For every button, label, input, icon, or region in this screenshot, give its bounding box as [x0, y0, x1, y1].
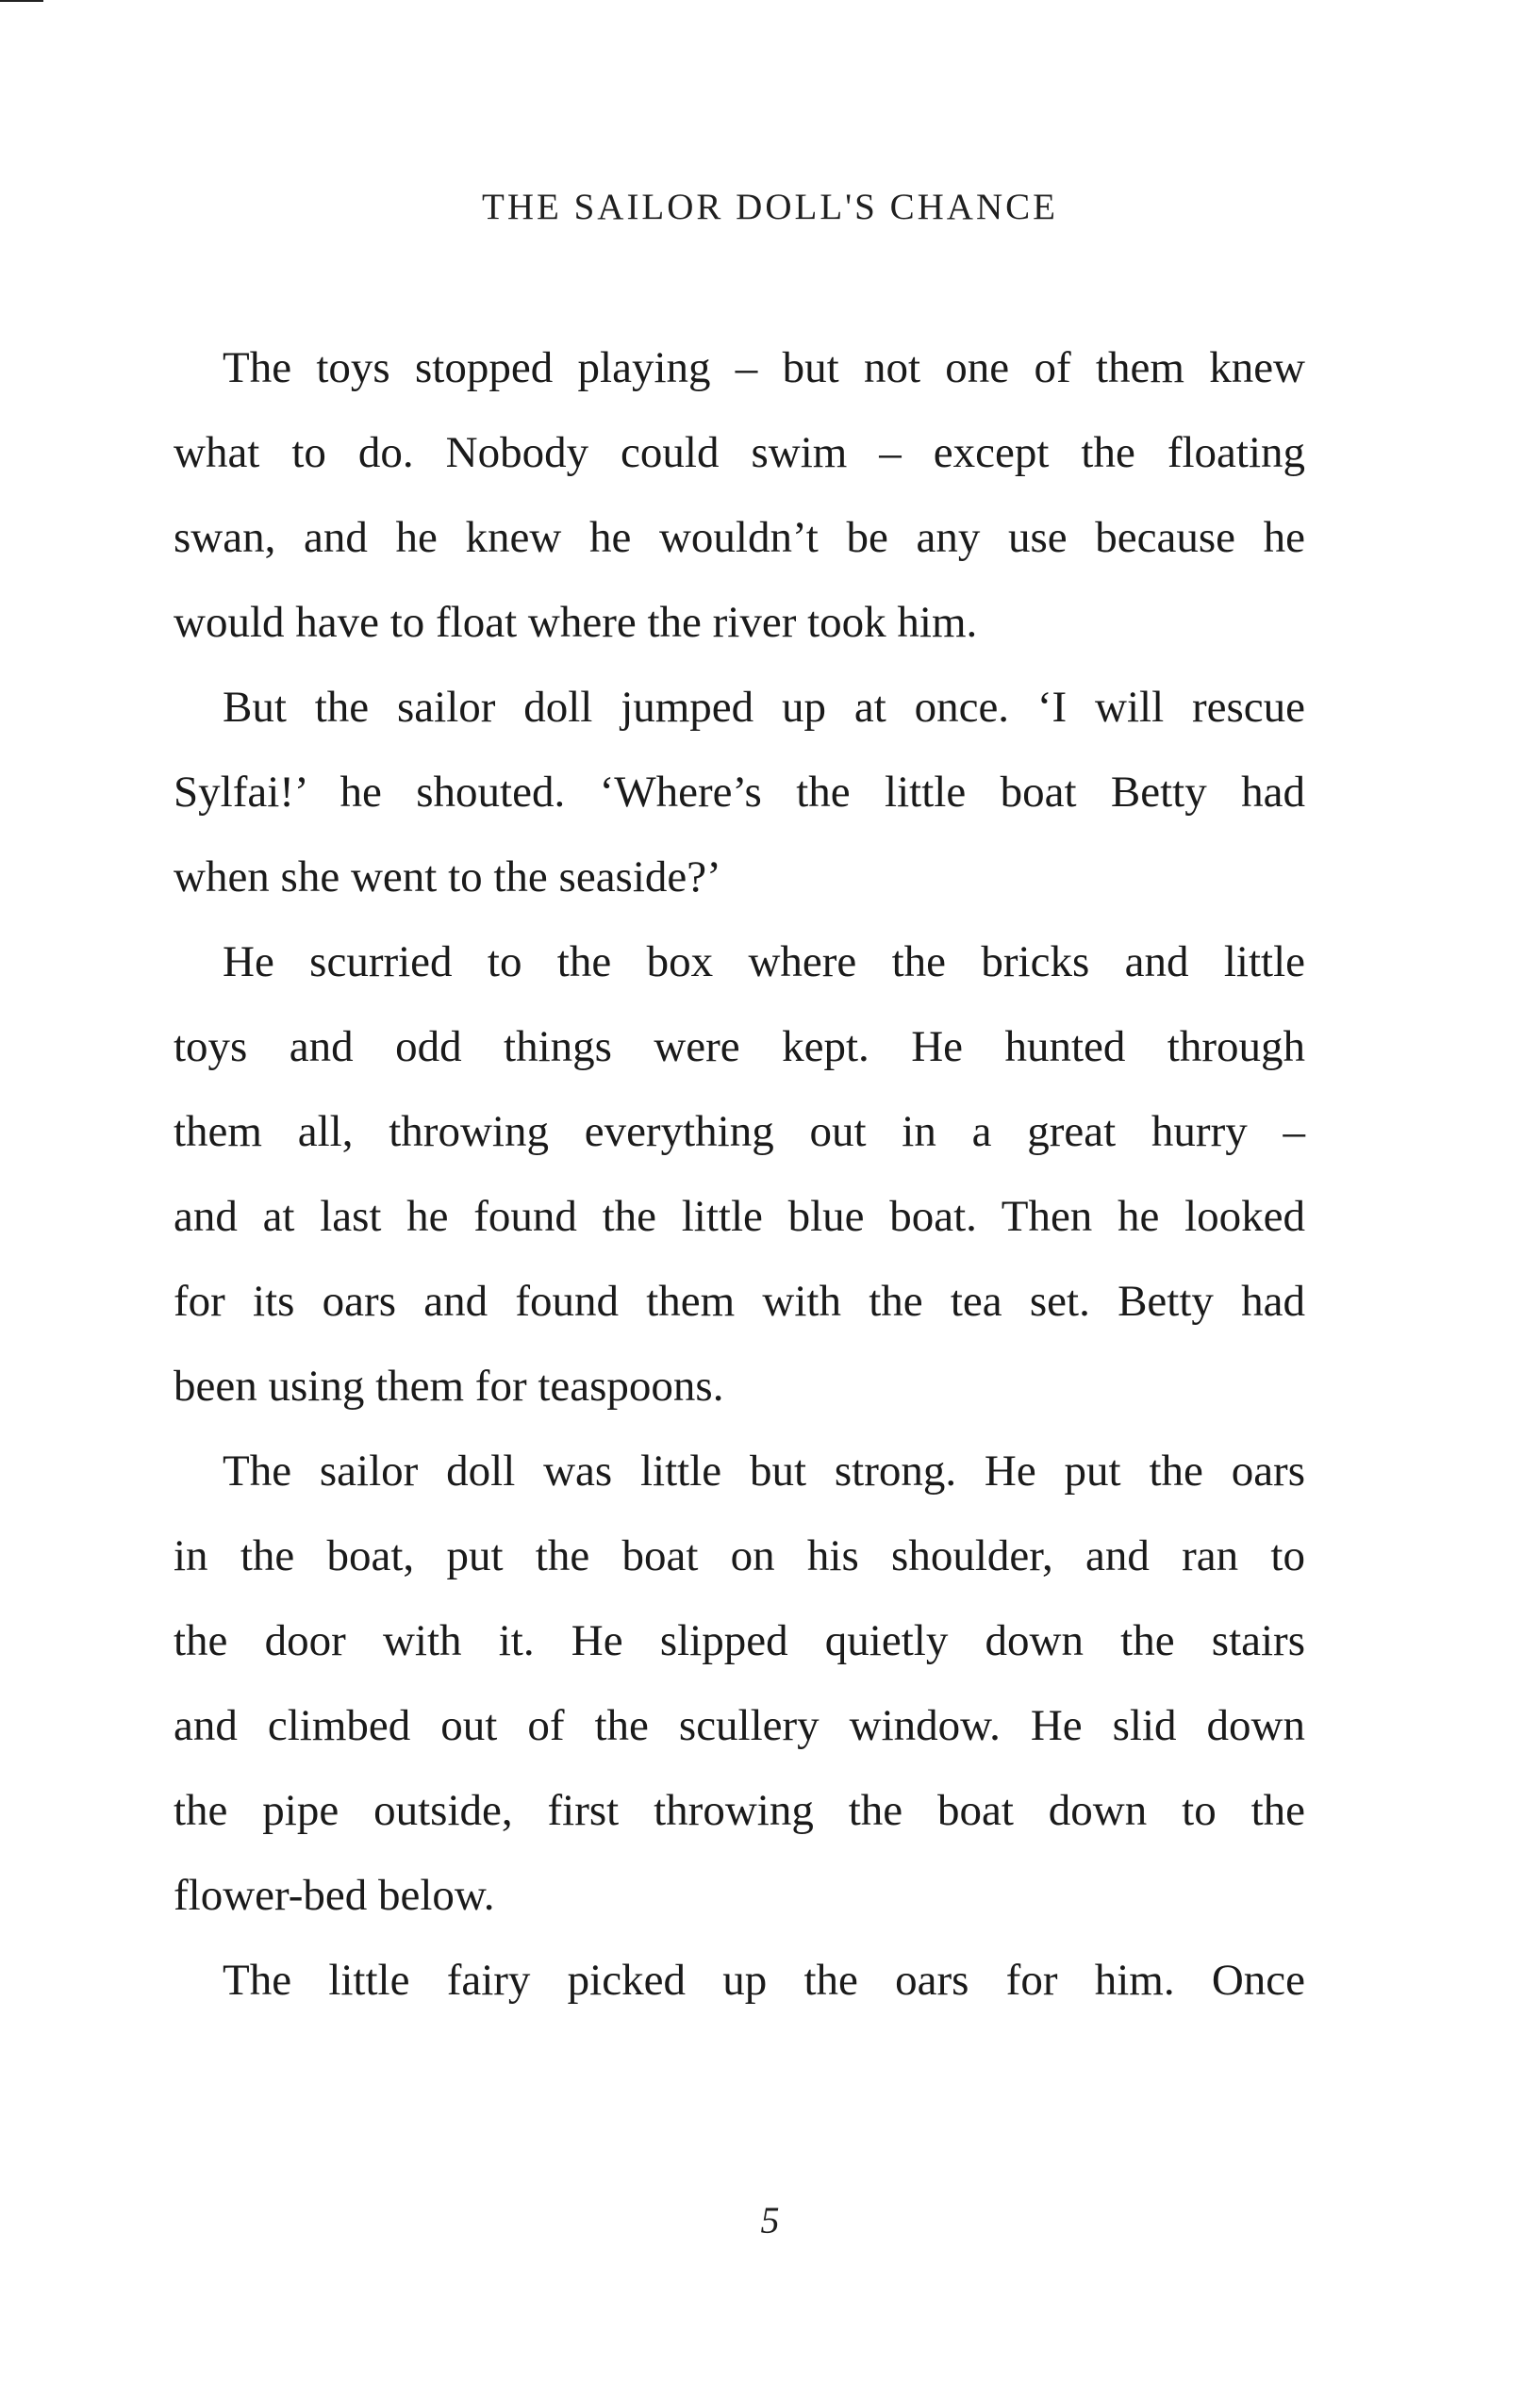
text-line: and at last he found the little blue boat. Then he looked [174, 1192, 1305, 1241]
text-line: toys and odd things were kept. He hunted through [174, 1022, 1305, 1071]
text-line: what to do. Nobody could swim – except the floating [174, 428, 1305, 477]
page-number: 5 [760, 2199, 780, 2241]
text-line: But the sailor doll jumped up at once. ‘I will rescue [223, 683, 1305, 732]
text-line: would have to float where the river took him. [174, 598, 978, 647]
text-line: He scurried to the box where the bricks and little [223, 937, 1305, 986]
page-edge-mark [0, 0, 43, 2]
text-line: The little fairy picked up the oars for him. Once [223, 1956, 1305, 2005]
text-line: the door with it. He slipped quietly down the stairs [174, 1616, 1305, 1665]
text-line: the pipe outside, first throwing the boat down to the [174, 1786, 1305, 1835]
running-head: THE SAILOR DOLL'S CHANCE [482, 187, 1058, 227]
text-line: them all, throwing everything out in a great hurry – [174, 1107, 1305, 1156]
text-line: flower-bed below. [174, 1871, 495, 1920]
body-text [174, 325, 1305, 2023]
text-line: in the boat, put the boat on his shoulder, and ran to [174, 1531, 1305, 1580]
text-line: been using them for teaspoons. [174, 1362, 724, 1411]
text-line: The toys stopped playing – but not one of them knew [223, 343, 1305, 392]
text-line: for its oars and found them with the tea set. Betty had [174, 1277, 1305, 1326]
text-line: when she went to the seaside?’ [174, 852, 721, 901]
text-line: The sailor doll was little but strong. He put the oars [223, 1447, 1305, 1496]
text-line: swan, and he knew he wouldn’t be any use because he [174, 513, 1305, 562]
text-line: and climbed out of the scullery window. He slid down [174, 1701, 1305, 1750]
text-line: Sylfai!’ he shouted. ‘Where’s the little boat Betty had [174, 768, 1305, 817]
